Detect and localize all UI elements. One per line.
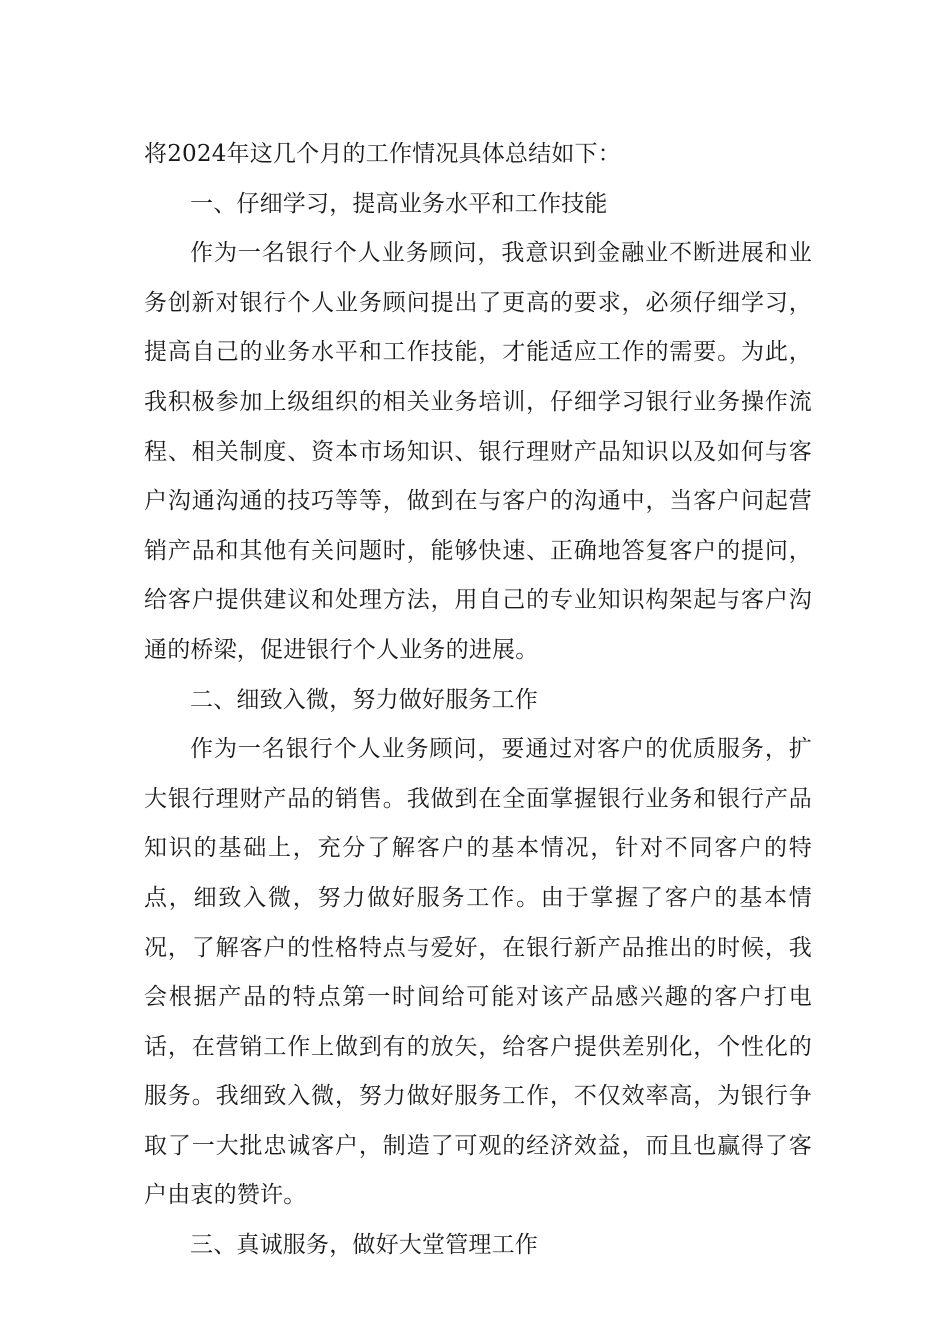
- section-body-2: 作为一名银行个人业务顾问，要通过对客户的优质服务，扩大银行理财产品的销售。我做到在全面掌握银行业务和银行产品知识的基础上，充分了解客户的基本情况，针对不同客户的特点，细致入微，努力做好服务工作。由于掌握了客户的基本情况，了解客户的性格特点与爱好，在银行新产品推出的时候，我会根据产品的特点第一时间给可能对该产品感兴趣的客户打电话，在营销工作上做到有的放矢，给客户提供差别化，个性化的服务。我细致入微，努力做好服务工作，不仅效率高，为银行争取了一大批忠诚客户，制造了可观的经济效益，而且也赢得了客户由衷的赞许。: [144, 736, 812, 1209]
- section-heading-1: 一、仔细学习，提高业务水平和工作技能: [190, 190, 608, 217]
- document-body: [144, 130, 812, 1271]
- section-body-1: 作为一名银行个人业务顾问，我意识到金融业不断进展和业务创新对银行个人业务顾问提出了更高的要求，必须仔细学习，提高自己的业务水平和工作技能，才能适应工作的需要。为此，我积极参加上级组织的相关业务培训，仔细学习银行业务操作流程、相关制度、资本市场知识、银行理财产品知识以及如何与客户沟通沟通的技巧等等，做到在与客户的沟通中，当客户问起营销产品和其他有关问题时，能够快速、正确地答复客户的提问，给客户提供建议和处理方法，用自己的专业知识构架起与客户沟通的桥梁，促进银行个人业务的进展。: [144, 240, 812, 663]
- intro-paragraph: 将2024年这几个月的工作情况具体总结如下：: [144, 141, 621, 167]
- section-heading-3: 三、真诚服务，做好大堂管理工作: [190, 1232, 538, 1259]
- section-heading-2: 二、细致入微，努力做好服务工作: [190, 686, 538, 713]
